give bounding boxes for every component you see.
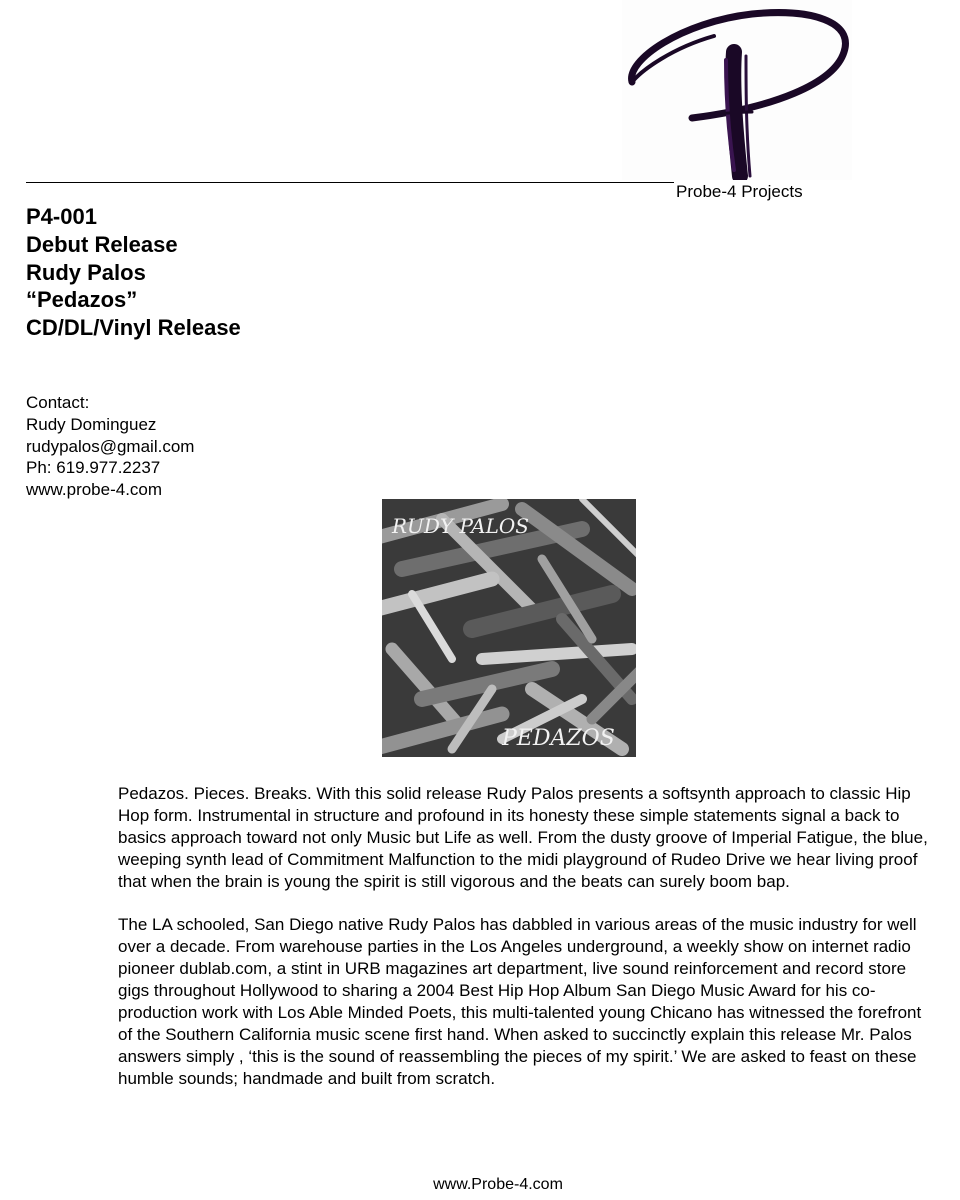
contact-name: Rudy Dominguez <box>26 414 157 434</box>
contact-email[interactable]: rudypalos@gmail.com <box>26 436 195 456</box>
brand-name: Probe-4 Projects <box>676 182 803 201</box>
brush-p-logo-icon <box>622 0 852 180</box>
body-paragraph-1: Pedazos. Pieces. Breaks. With this solid release Rudy Palos presents a softsynth approach to classic Hip Hop form. Instrumental in structure and profound in its honesty these simple statements signal a back to basics approach toward not only Music but Life as well. From the dusty groove of Imperial Fatigue, the blue, weeping synth lead of Commitment Malfunction to the midi playground of Rudeo Drive we hear living proof that when the brain is young the spirit is still vigorous and the beats can surely boom bap. <box>118 784 928 891</box>
album-title: “Pedazos” <box>26 287 138 313</box>
cover-artist-text: RUDY PALOS <box>392 514 529 538</box>
album-cover-art <box>382 499 636 757</box>
release-headline <box>26 203 241 342</box>
release-type: Debut Release <box>26 231 178 257</box>
contact-block <box>26 392 194 501</box>
press-release-body <box>118 783 933 1112</box>
header-rule <box>26 182 674 183</box>
release-formats: CD/DL/Vinyl Release <box>26 315 241 341</box>
catalog-number: P4-001 <box>26 204 97 229</box>
brush-p-logo <box>622 0 852 180</box>
body-paragraph-2: The LA schooled, San Diego native Rudy Palos has dabbled in various areas of the music industry for well over a decade. From warehouse parties in the Los Angeles underground, a weekly show on internet radio pioneer dublab.com, a stint in URB magazines art department, live sound reinforcement and record store gigs throughout Hollywood to sharing a 2004 Best Hip Hop Album San Diego Music Award for his co-production work with Los Able Minded Poets, this multi-talented young Chicano has witnessed the forefront of the Southern California music scene first hand. When asked to succinctly explain this release Mr. Palos answers simply , ‘this is the sound of reassembling the pieces of my spirit.’ We are asked to feast on these humble sounds; handmade and built from scratch. <box>118 915 922 1088</box>
contact-label: Contact: <box>26 393 90 412</box>
album-cover <box>382 499 636 757</box>
contact-website[interactable]: www.probe-4.com <box>26 480 163 500</box>
artist-name: Rudy Palos <box>26 259 146 285</box>
footer-url[interactable]: www.Probe-4.com <box>433 1176 563 1193</box>
contact-phone: Ph: 619.977.2237 <box>26 458 161 478</box>
cover-album-text: PEDAZOS <box>502 726 615 751</box>
